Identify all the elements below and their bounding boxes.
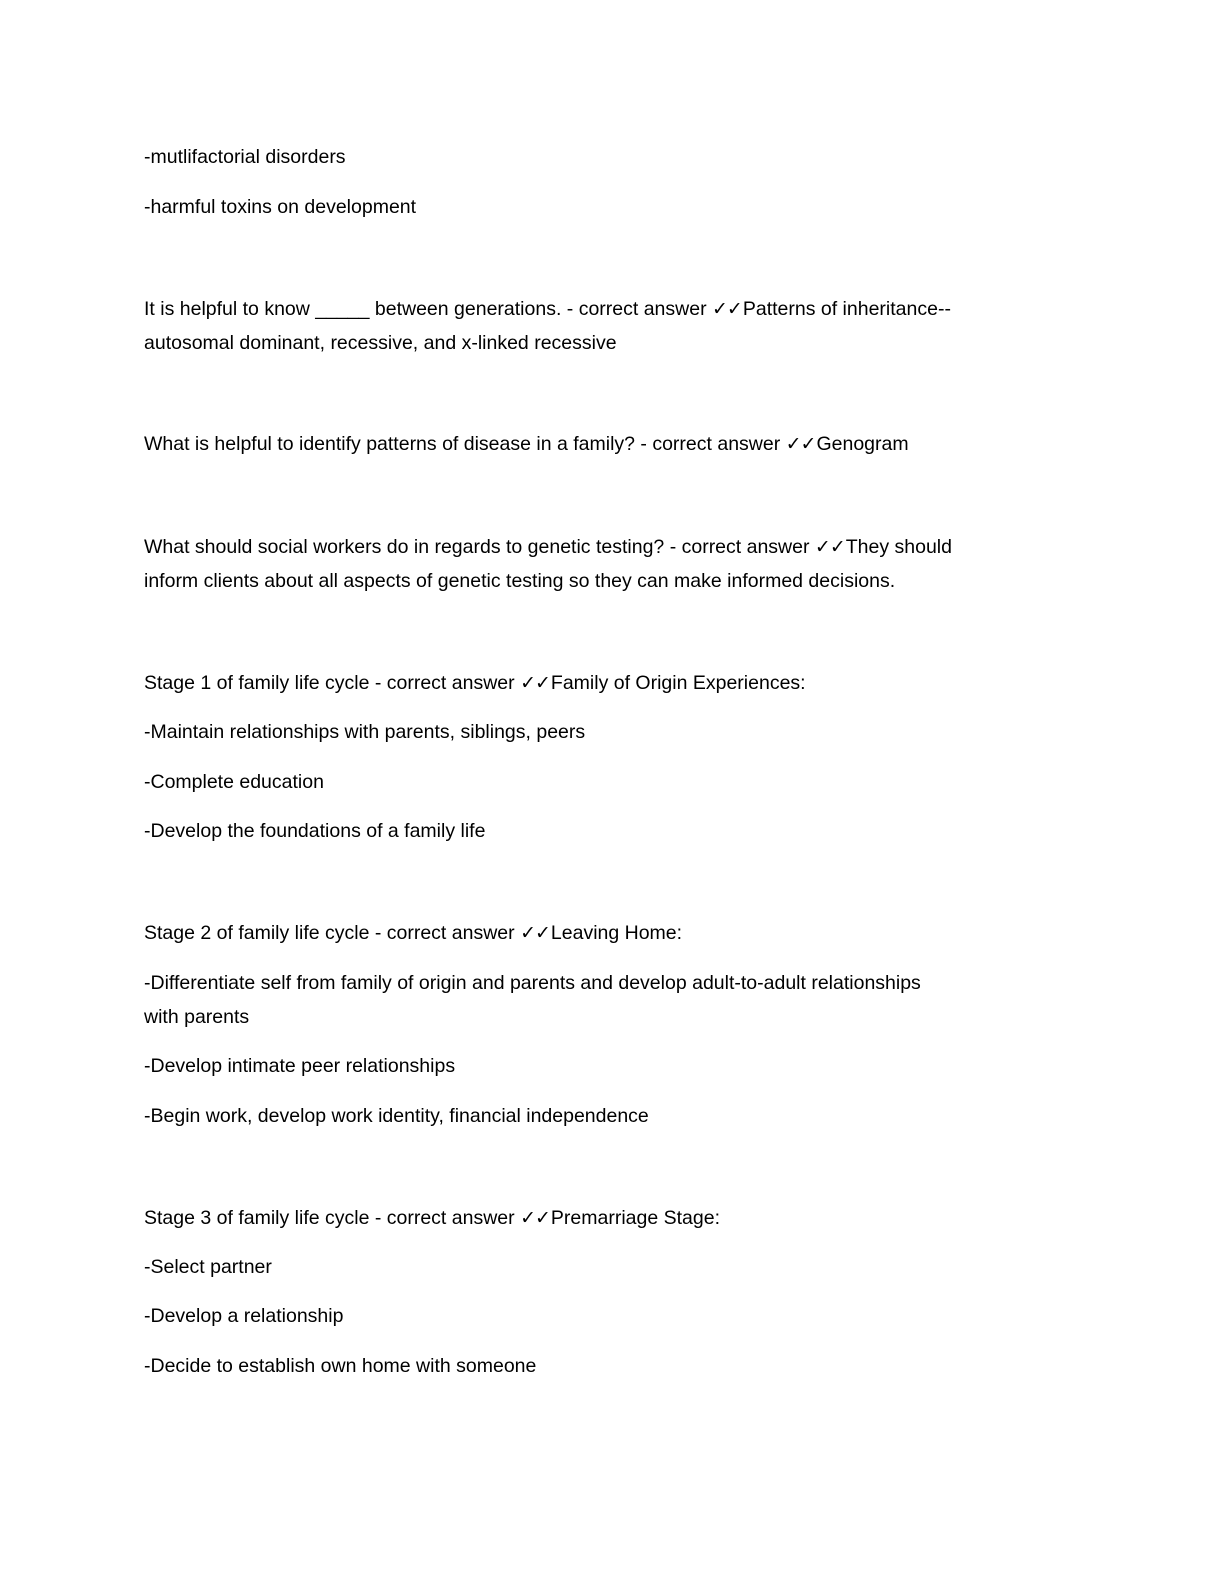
list-item: -Begin work, develop work identity, financial independence: [144, 1105, 649, 1127]
question-text: It is helpful to know _____ between generations. - correct answer: [144, 298, 712, 320]
question-text: What is helpful to identify patterns of disease in a family? - correct answer: [144, 433, 786, 455]
qa-question-line: [144, 921, 682, 945]
double-check-icon: ✓✓: [520, 672, 550, 694]
answer-text: They should: [845, 536, 952, 558]
double-check-icon: ✓✓: [520, 1207, 550, 1229]
list-item: -Develop intimate peer relationships: [144, 1055, 456, 1077]
double-check-icon: ✓✓: [785, 433, 816, 455]
list-item: -Differentiate self from family of origin and parents and develop adult-to-adult relationships: [144, 972, 921, 994]
list-item-continuation: with parents: [144, 1006, 250, 1028]
question-text: Stage 1 of family life cycle - correct answer: [144, 672, 521, 694]
qa-question-line: [144, 671, 806, 695]
answer-continuation: autosomal dominant, recessive, and x-linked recessive: [144, 332, 617, 354]
answer-continuation: inform clients about all aspects of genetic testing so they can make informed decisions.: [144, 570, 896, 592]
qa-question-line: [144, 432, 909, 456]
qa-question-line: [144, 535, 952, 559]
list-item: -Maintain relationships with parents, siblings, peers: [144, 721, 586, 743]
qa-question-line: [144, 297, 951, 321]
question-text: Stage 3 of family life cycle - correct answer: [144, 1207, 521, 1229]
answer-text: Family of Origin Experiences:: [550, 672, 806, 694]
list-item: -Complete education: [144, 771, 324, 793]
answer-text: Genogram: [816, 433, 909, 455]
double-check-icon: ✓✓: [520, 922, 550, 944]
text-line: -mutlifactorial disorders: [144, 146, 346, 168]
list-item: -Develop the foundations of a family life: [144, 820, 486, 842]
question-text: What should social workers do in regards to genetic testing? - correct answer: [144, 536, 815, 558]
list-item: -Decide to establish own home with someone: [144, 1355, 537, 1377]
list-item: -Select partner: [144, 1256, 272, 1278]
answer-text: Patterns of inheritance--: [742, 298, 951, 320]
qa-question-line: [144, 1206, 720, 1230]
answer-text: Leaving Home:: [550, 922, 683, 944]
double-check-icon: ✓✓: [814, 536, 845, 558]
question-text: Stage 2 of family life cycle - correct answer: [144, 922, 521, 944]
answer-text: Premarriage Stage:: [550, 1207, 720, 1229]
double-check-icon: ✓✓: [712, 298, 742, 320]
text-line: -harmful toxins on development: [144, 196, 417, 218]
list-item: -Develop a relationship: [144, 1305, 344, 1327]
